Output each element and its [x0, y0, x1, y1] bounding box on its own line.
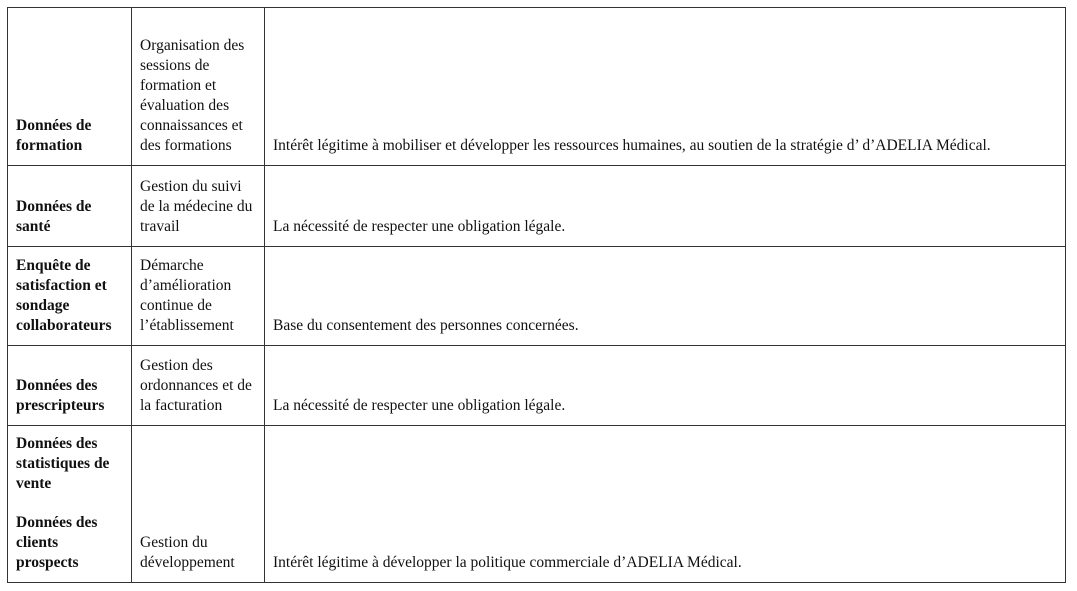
category-label: Enquête de satisfaction et sondage collaborateurs: [16, 257, 112, 334]
table-row: [8, 166, 1066, 247]
category-label: Données de santé: [16, 198, 92, 235]
category-cell: [8, 346, 132, 426]
legal-basis-cell: La nécessité de respecter une obligation légale.: [265, 346, 1066, 426]
legal-basis-cell: Base du consentement des personnes concernées.: [265, 247, 1066, 346]
purpose-cell: Gestion du développement: [132, 426, 265, 583]
legal-basis-cell: Intérêt légitime à mobiliser et développer les ressources humaines, au soutien de la stratégie d’ d’ADELIA Médical.: [265, 8, 1066, 166]
table-row: [8, 426, 1066, 583]
legal-basis-cell: Intérêt légitime à développer la politique commerciale d’ADELIA Médical.: [265, 426, 1066, 583]
category-cell: [8, 166, 132, 247]
category-cell: [8, 8, 132, 166]
data-processing-table: [7, 7, 1066, 583]
table-row: [8, 247, 1066, 346]
purpose-cell: Gestion des ordonnances et de la facturation: [132, 346, 265, 426]
purpose-cell: Démarche d’amélioration continue de l’établissement: [132, 247, 265, 346]
category-label: Données de formation: [16, 117, 92, 154]
table-row: [8, 8, 1066, 166]
category-cell: [8, 426, 132, 583]
purpose-cell: Organisation des sessions de formation et évaluation des connaissances et des formations: [132, 8, 265, 166]
category-label: Données des clients prospects: [16, 514, 98, 571]
category-cell: [8, 247, 132, 346]
category-label: Données des statistiques de vente: [16, 435, 110, 492]
legal-basis-cell: La nécessité de respecter une obligation légale.: [265, 166, 1066, 247]
purpose-cell: Gestion du suivi de la médecine du travail: [132, 166, 265, 247]
table-row: [8, 346, 1066, 426]
category-label: Données des prescripteurs: [16, 377, 105, 414]
